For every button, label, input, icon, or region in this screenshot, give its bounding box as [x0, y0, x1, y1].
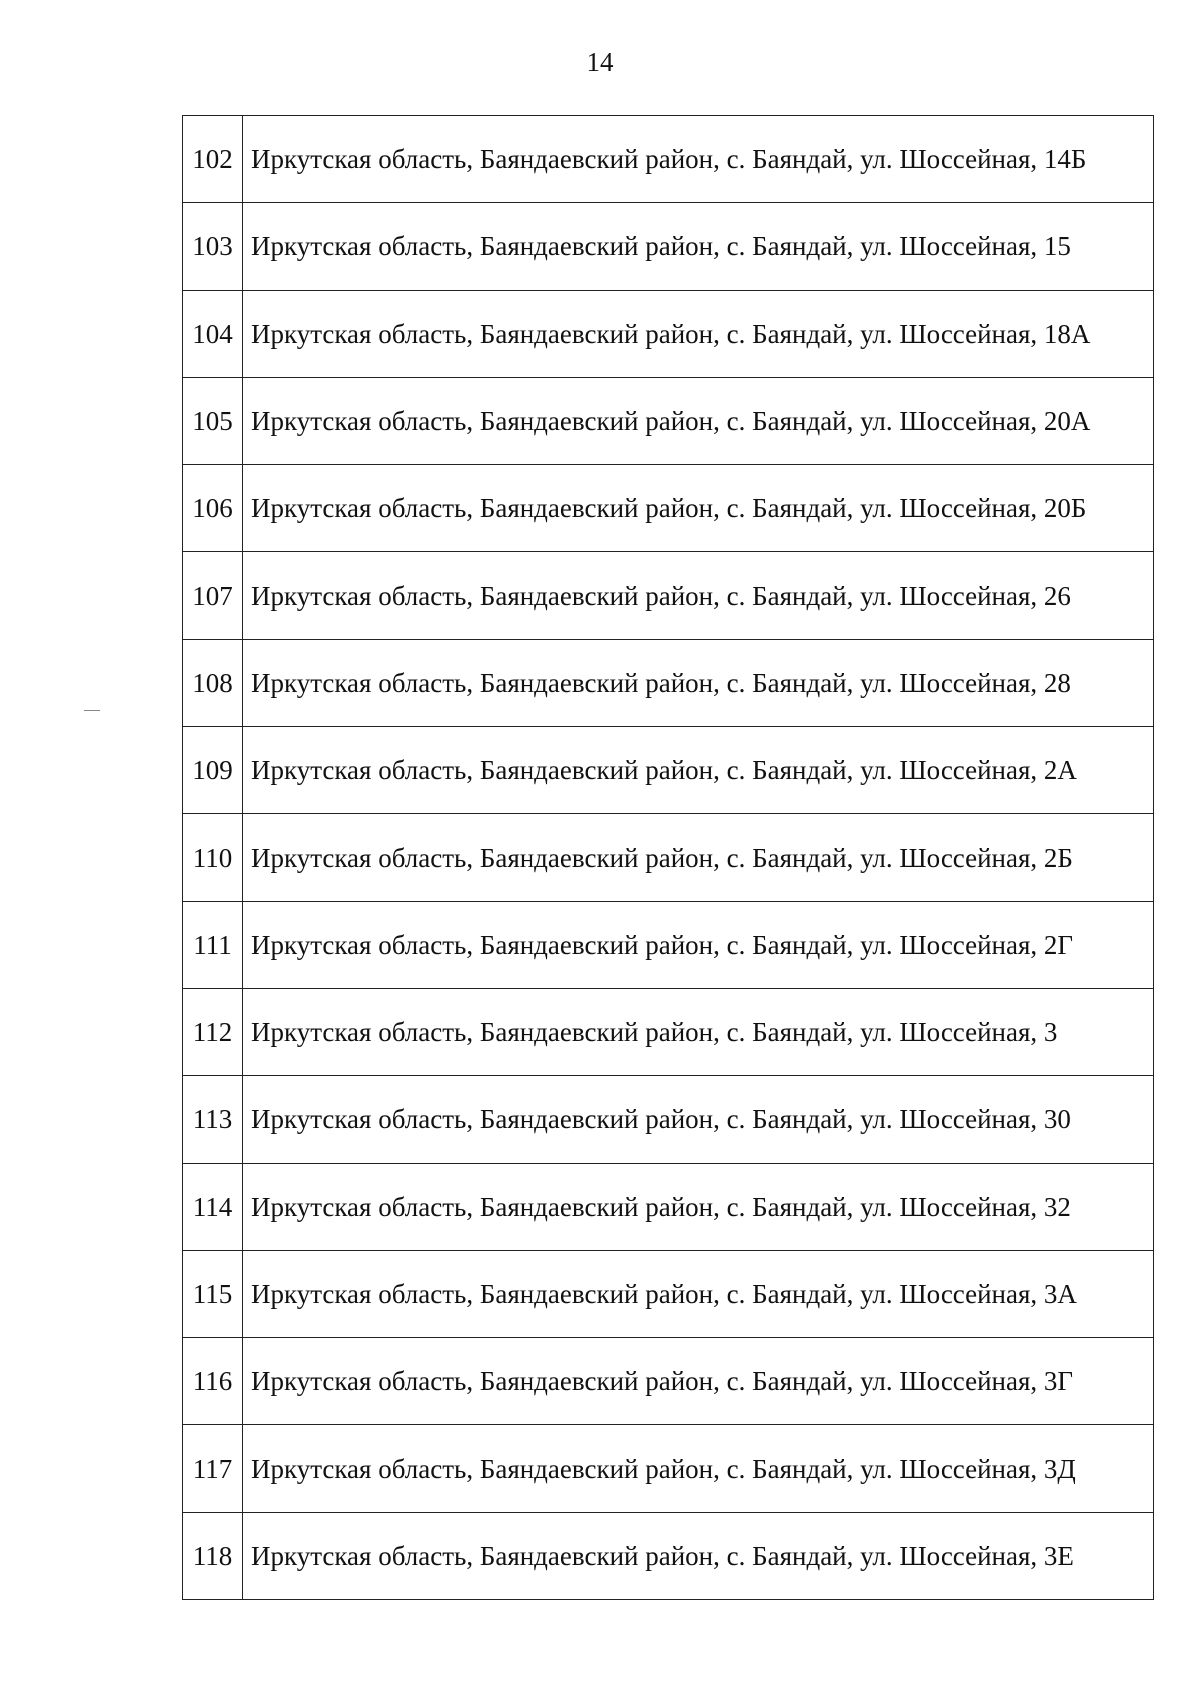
row-number: 109: [183, 727, 243, 814]
row-number: 118: [183, 1512, 243, 1599]
table-row: [183, 552, 1154, 639]
table-row: [183, 203, 1154, 290]
table-row: [183, 1250, 1154, 1337]
row-address: Иркутская область, Баяндаевский район, с. Баяндай, ул. Шоссейная, 2А: [243, 727, 1154, 814]
row-address: Иркутская область, Баяндаевский район, с. Баяндай, ул. Шоссейная, 15: [243, 203, 1154, 290]
row-number: 107: [183, 552, 243, 639]
row-address: Иркутская область, Баяндаевский район, с. Баяндай, ул. Шоссейная, 20А: [243, 377, 1154, 464]
row-address: Иркутская область, Баяндаевский район, с. Баяндай, ул. Шоссейная, 3Г: [243, 1338, 1154, 1425]
table-row: [183, 727, 1154, 814]
row-address: Иркутская область, Баяндаевский район, с. Баяндай, ул. Шоссейная, 2Б: [243, 814, 1154, 901]
row-address: Иркутская область, Баяндаевский район, с. Баяндай, ул. Шоссейная, 2Г: [243, 901, 1154, 988]
row-address: Иркутская область, Баяндаевский район, с. Баяндай, ул. Шоссейная, 26: [243, 552, 1154, 639]
row-address: Иркутская область, Баяндаевский район, с. Баяндай, ул. Шоссейная, 3Е: [243, 1512, 1154, 1599]
scan-artifact-mark: [84, 710, 100, 711]
table-row: [183, 1512, 1154, 1599]
row-number: 111: [183, 901, 243, 988]
row-address: Иркутская область, Баяндаевский район, с. Баяндай, ул. Шоссейная, 3А: [243, 1250, 1154, 1337]
table-row: [183, 290, 1154, 377]
table-row: [183, 639, 1154, 726]
row-address: Иркутская область, Баяндаевский район, с. Баяндай, ул. Шоссейная, 3Д: [243, 1425, 1154, 1512]
row-number: 106: [183, 465, 243, 552]
page-number: 14: [586, 47, 614, 77]
table-row: [183, 814, 1154, 901]
table-row: [183, 465, 1154, 552]
table-row: [183, 988, 1154, 1075]
row-address: Иркутская область, Баяндаевский район, с. Баяндай, ул. Шоссейная, 18А: [243, 290, 1154, 377]
row-number: 105: [183, 377, 243, 464]
table-row: [183, 1163, 1154, 1250]
row-address: Иркутская область, Баяндаевский район, с. Баяндай, ул. Шоссейная, 28: [243, 639, 1154, 726]
row-number: 116: [183, 1338, 243, 1425]
table-row: [183, 1076, 1154, 1163]
row-number: 113: [183, 1076, 243, 1163]
table-row: [183, 1338, 1154, 1425]
row-address: Иркутская область, Баяндаевский район, с. Баяндай, ул. Шоссейная, 3: [243, 988, 1154, 1075]
row-number: 115: [183, 1250, 243, 1337]
row-address: Иркутская область, Баяндаевский район, с. Баяндай, ул. Шоссейная, 32: [243, 1163, 1154, 1250]
row-number: 112: [183, 988, 243, 1075]
row-number: 103: [183, 203, 243, 290]
address-table: [182, 115, 1154, 1600]
table-row: [183, 377, 1154, 464]
address-table-body: [183, 116, 1154, 1600]
row-number: 102: [183, 116, 243, 203]
row-number: 110: [183, 814, 243, 901]
row-number: 104: [183, 290, 243, 377]
table-row: [183, 901, 1154, 988]
row-number: 117: [183, 1425, 243, 1512]
row-address: Иркутская область, Баяндаевский район, с. Баяндай, ул. Шоссейная, 20Б: [243, 465, 1154, 552]
table-row: [183, 1425, 1154, 1512]
row-number: 114: [183, 1163, 243, 1250]
row-address: Иркутская область, Баяндаевский район, с. Баяндай, ул. Шоссейная, 14Б: [243, 116, 1154, 203]
table-row: [183, 116, 1154, 203]
row-number: 108: [183, 639, 243, 726]
row-address: Иркутская область, Баяндаевский район, с. Баяндай, ул. Шоссейная, 30: [243, 1076, 1154, 1163]
